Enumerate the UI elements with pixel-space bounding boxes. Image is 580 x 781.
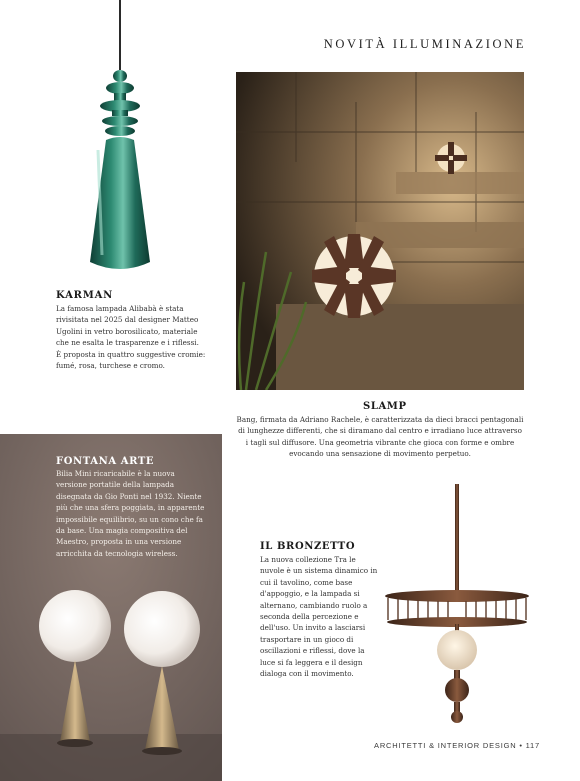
karman-lamp-image (70, 0, 170, 282)
bronzetto-lamp-image (382, 484, 532, 724)
karman-heading: KARMAN (56, 290, 114, 301)
bronzetto-heading: IL BRONZETTO (260, 541, 356, 552)
slamp-description: Bang, firmata da Adriano Rachele, è caratterizzata da dieci bracci pentagonali di lunghezze differenti, che si diramano dal centro e irradiano luce attraverso i tagli sul diffusore. Una geometria vibrante che gioca con forme e ombre evocando una sensazione di movimento perpetuo. (236, 415, 524, 459)
section-title: NOVITÀ ILLUMINAZIONE (323, 37, 526, 51)
bronzetto-description: La nuova collezione Tra le nuvole è un sistema dinamico in cui il tavolino, come base d'appoggio, e la lampada si alternano, cambiando ruolo a seconda della percezione e dell'uso. Un invito a lasciarsi trasportare in un gioco di oscillazioni e riflessi, dove la luce si fa leggera e il design dialoga con il movimento. (260, 555, 378, 679)
page-footer: ARCHITETTI & INTERIOR DESIGN • 117 (374, 741, 540, 750)
fontana-arte-description: Bilia Mini ricaricabile è la nuova versione portatile della lampada disegnata da Gio Ponti nel 1932. Niente più che una sfera poggiata, in apparente impossibile equilibrio, su un cono che fa da base. Una magia compositiva del Maestro, proposta in una versione arricchita da tecnologia wireless. (56, 469, 205, 558)
karman-description: La famosa lampada Alibabà è stata rivisitata nel 2025 dal designer Matteo Ugolini in vetro borosilicato, materiale che ne esalta le trasparenze e i riflessi. È proposta in quattro suggestive cromie: fumé, rosa, turchese e cromo. (56, 304, 206, 371)
slamp-lamp-image (236, 72, 524, 390)
fontana-arte-heading: FONTANA ARTE (56, 456, 155, 467)
slamp-heading: SLAMP (363, 401, 407, 412)
